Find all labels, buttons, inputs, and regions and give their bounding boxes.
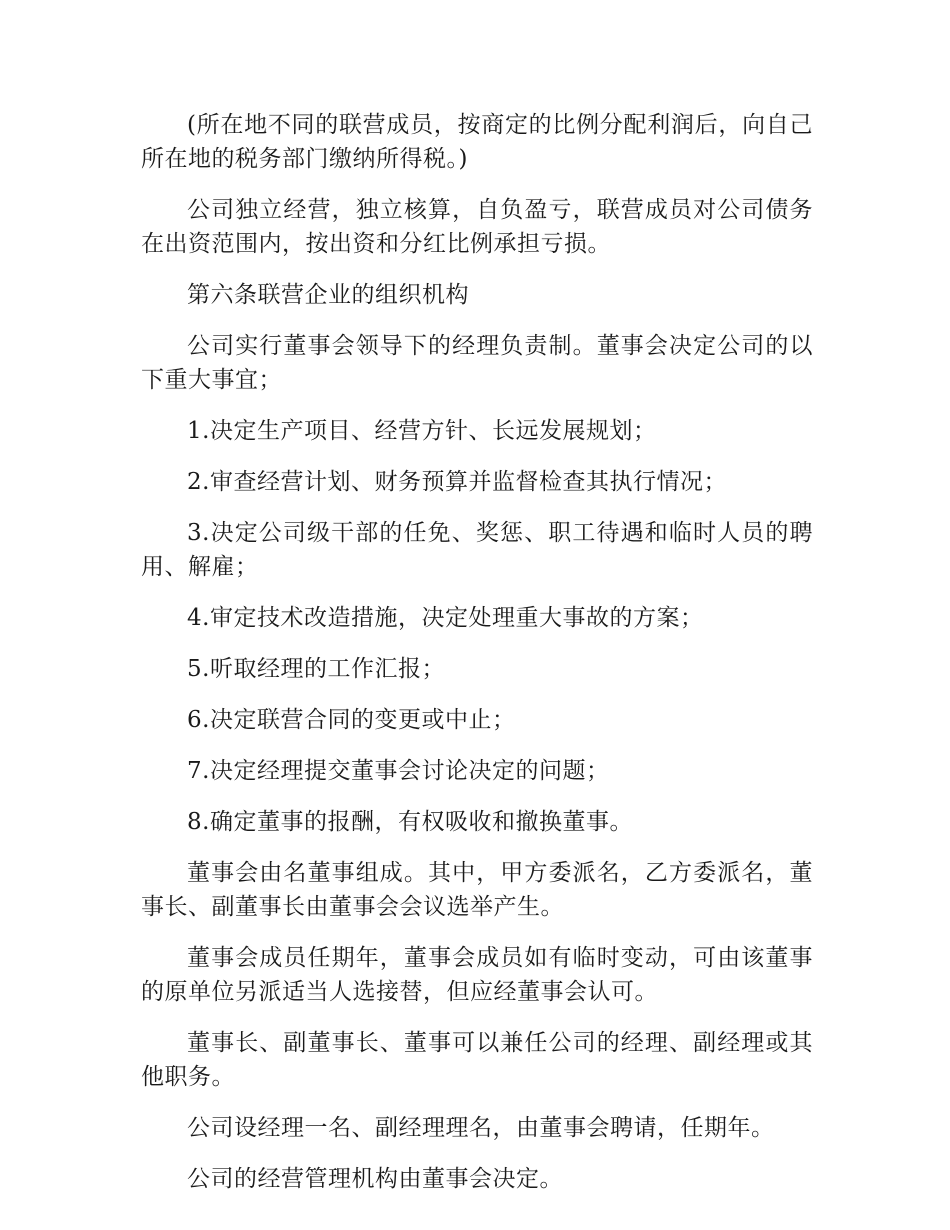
- list-item-8: 8.确定董事的报酬，有权吸收和撤换董事。: [187, 809, 633, 835]
- list-item-1: 1.决定生产项目、经营方针、长远发展规划；: [187, 418, 657, 444]
- list-item-5: 5.听取经理的工作汇报；: [187, 656, 445, 682]
- list-item-2: 2.审查经营计划、财务预算并监督检查其执行情况；: [187, 469, 727, 495]
- document-body: [141, 108, 813, 1213]
- paragraph-board-responsibility: 公司实行董事会领导下的经理负责制。董事会决定公司的以下重大事宜；: [141, 333, 813, 393]
- paragraph-board-composition: 董事会由名董事组成。其中，甲方委派名，乙方委派名，董事长、副董事长由董事会会议选举产生。: [141, 860, 813, 920]
- paragraph-board-term: 董事会成员任期年，董事会成员如有临时变动，可由该董事的原单位另派适当人选接替，但应经董事会认可。: [141, 945, 813, 1005]
- list-item-3: 3.决定公司级干部的任免、奖惩、职工待遇和临时人员的聘用、解雇；: [141, 520, 813, 580]
- section-heading-article-6: 第六条联营企业的组织机构: [187, 282, 469, 308]
- list-item-6: 6.决定联营合同的变更或中止；: [187, 707, 516, 733]
- paragraph-management-structure: 公司的经营管理机构由董事会决定。: [187, 1166, 563, 1192]
- paragraph-independent-operation: 公司独立经营，独立核算，自负盈亏，联营成员对公司债务在出资范围内，按出资和分红比例承担亏损。: [141, 197, 813, 257]
- paragraph-profit-tax: (所在地不同的联营成员，按商定的比例分配利润后，向自己所在地的税务部门缴纳所得税。): [141, 112, 813, 172]
- paragraph-concurrent-positions: 董事长、副董事长、董事可以兼任公司的经理、副经理或其他职务。: [141, 1030, 813, 1090]
- paragraph-manager-appointment: 公司设经理一名、副经理理名，由董事会聘请，任期年。: [187, 1115, 775, 1141]
- list-item-7: 7.决定经理提交董事会讨论决定的问题；: [187, 758, 610, 784]
- list-item-4: 4.审定技术改造措施，决定处理重大事故的方案；: [187, 605, 704, 631]
